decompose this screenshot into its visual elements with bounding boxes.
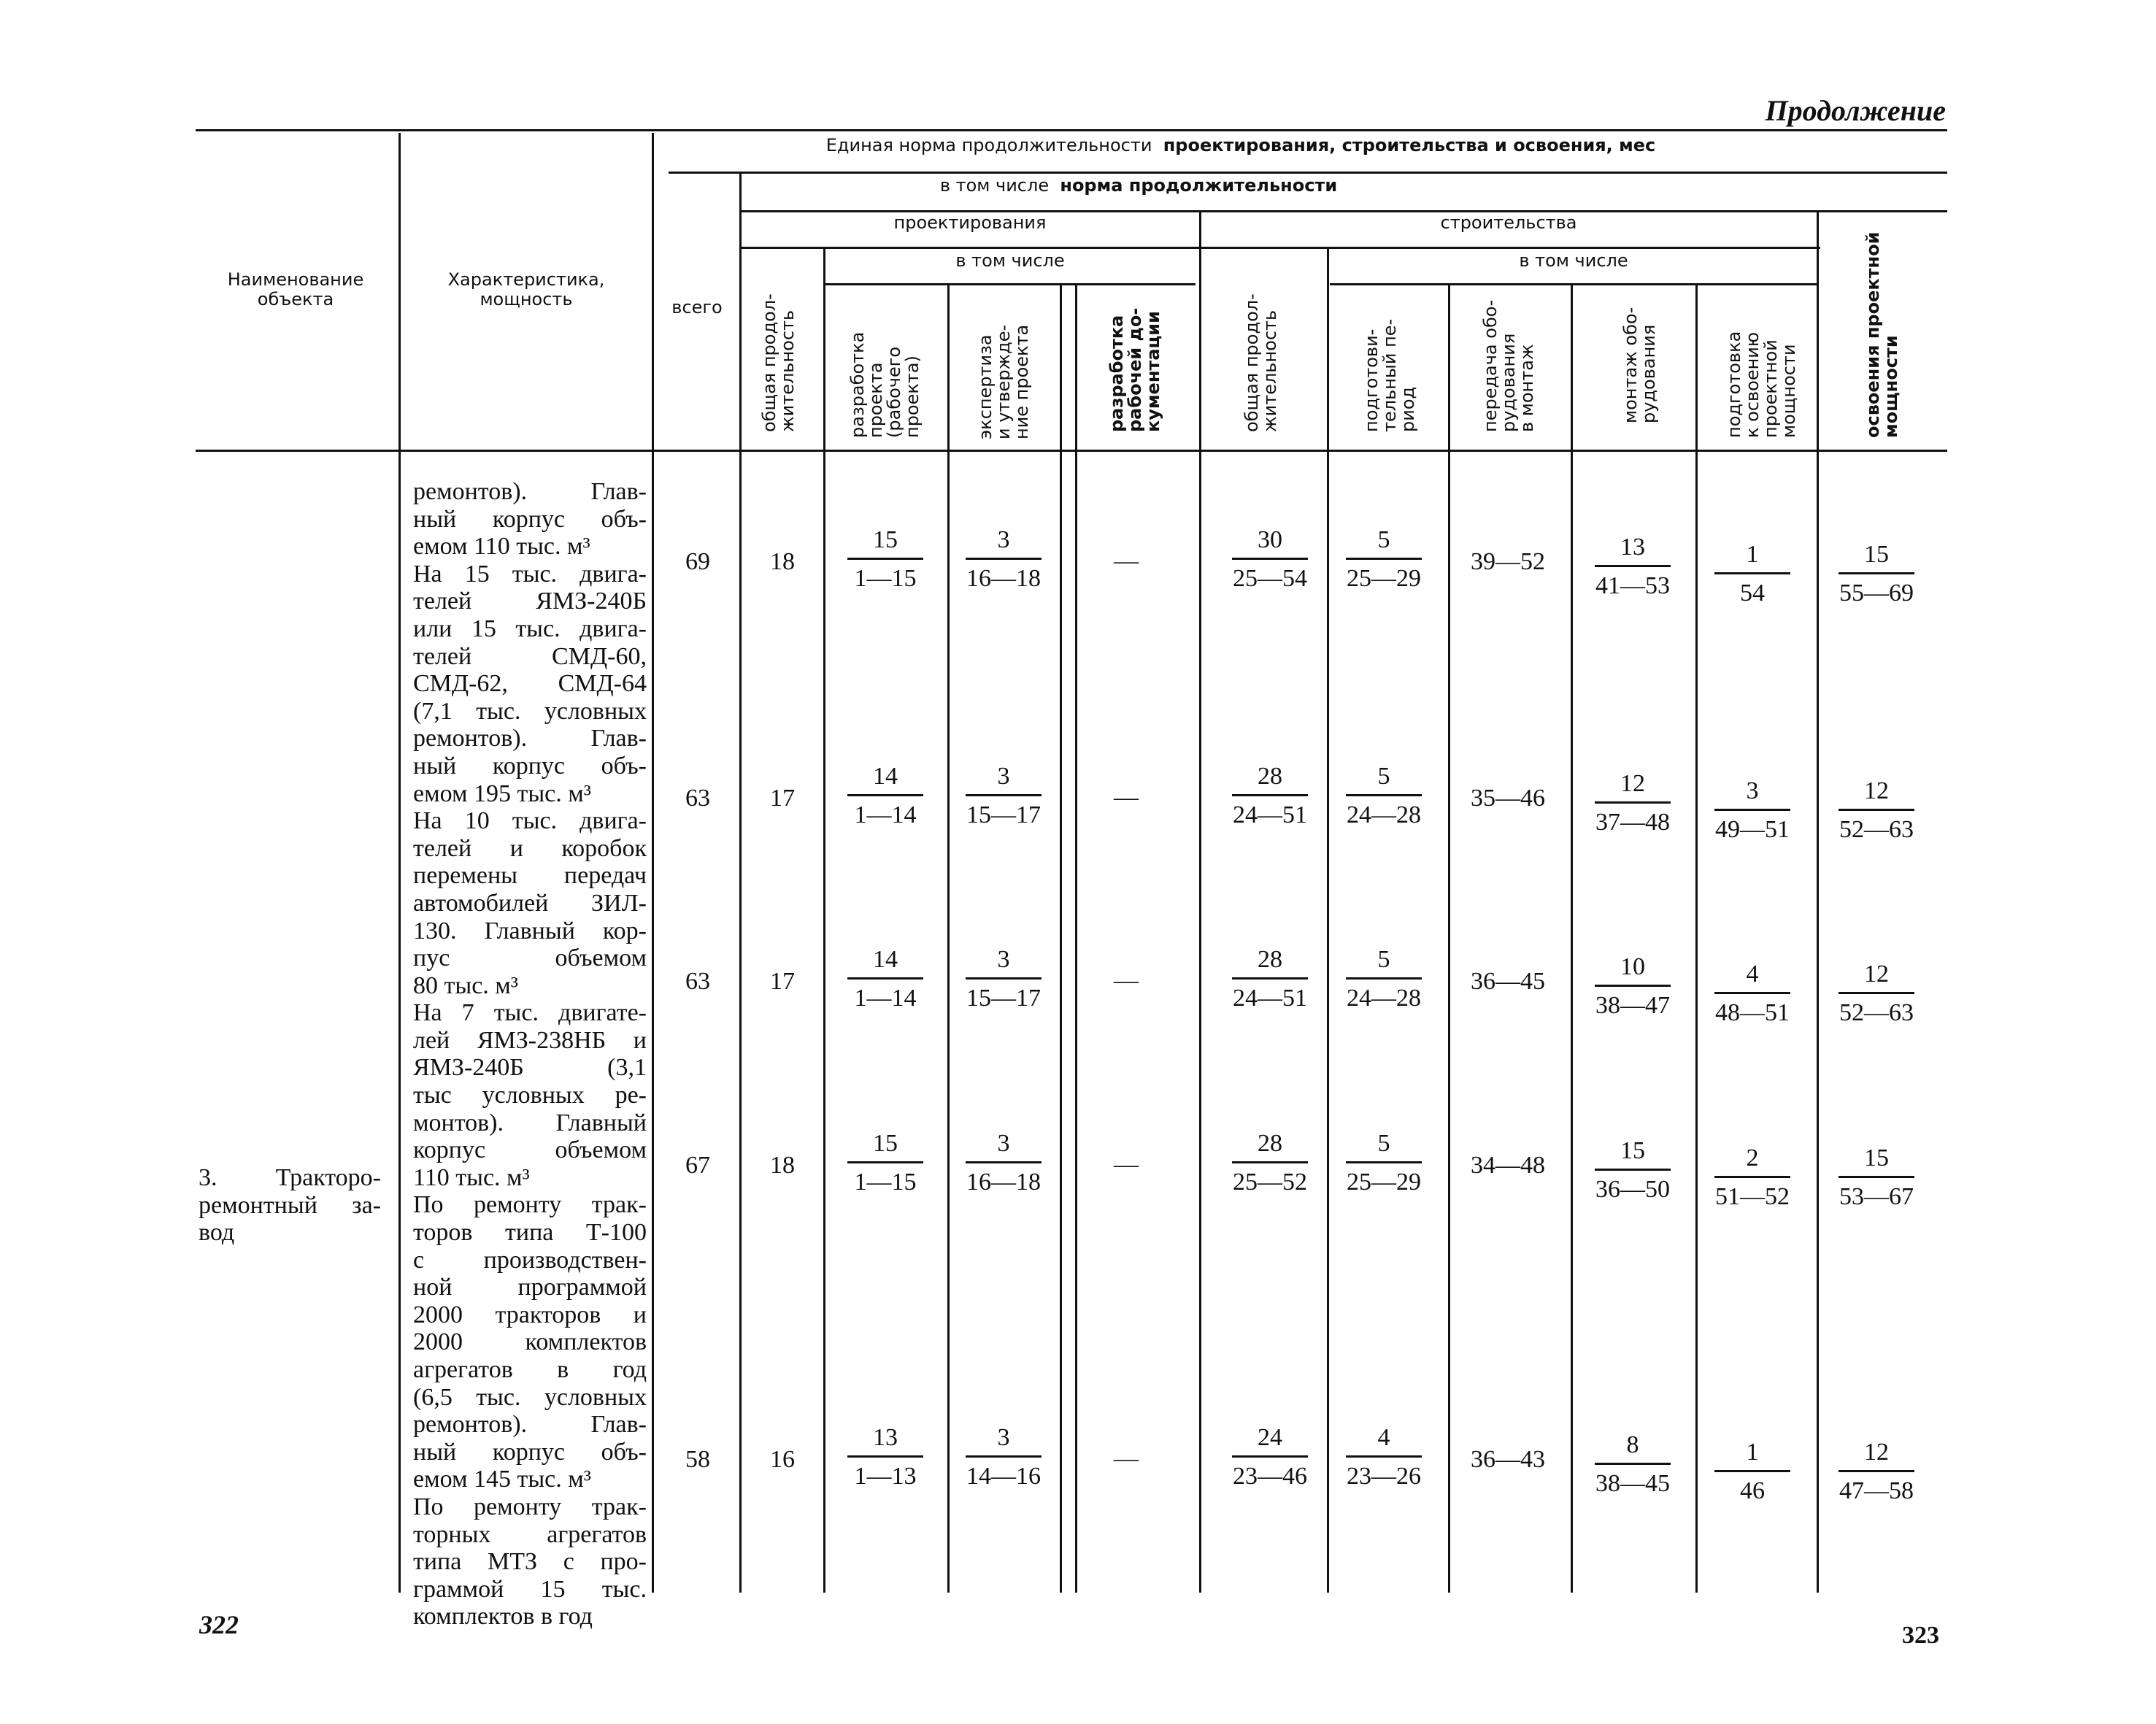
- characteristic-line: ный корпус объ-: [413, 505, 647, 533]
- expertise-cell-value: 3: [997, 946, 1010, 973]
- dev-project-cell-value: 15: [873, 526, 898, 553]
- expertise-cell: [952, 526, 1055, 593]
- header-characteristic: Характеристика, мощность: [447, 269, 605, 309]
- fraction-bar: [966, 977, 1042, 980]
- working-docs-cell: —: [1114, 1445, 1139, 1472]
- fraction-bar: [1232, 794, 1308, 796]
- mastering-cell-range: 47—58: [1839, 1477, 1914, 1504]
- header-design-total: общая продол- жительность: [759, 293, 798, 432]
- fraction-bar: [1346, 794, 1422, 796]
- working-docs-cell: —: [1114, 1151, 1139, 1178]
- fraction-bar: [847, 1161, 923, 1163]
- prep-period-cell-value: 5: [1377, 526, 1390, 553]
- prep-period-cell-value: 5: [1377, 1130, 1390, 1157]
- mastering-cell: [1825, 1438, 1928, 1506]
- dev-project-cell-range: 1—15: [854, 565, 917, 592]
- working-docs-cell: —: [1114, 547, 1139, 574]
- fraction-bar: [1714, 1176, 1790, 1178]
- characteristic-line: (7,1 тыс. условных: [413, 697, 647, 725]
- fraction-bar: [1232, 1455, 1308, 1458]
- characteristic-line: (6,5 тыс. условных: [413, 1383, 647, 1411]
- mounting-cell: [1582, 533, 1684, 601]
- expertise-cell: [952, 945, 1055, 1013]
- characteristic-line: На 10 тыс. двига-: [413, 807, 647, 835]
- construction-total-cell-range: 24—51: [1233, 985, 1307, 1012]
- characteristic-line: емом 145 тыс. м³: [413, 1466, 591, 1493]
- header-unified-norm: Единая норма продолжительности проектирования, строительства и освоения, мес: [825, 135, 1656, 155]
- mastering-cell-value: 12: [1864, 777, 1889, 804]
- characteristic-line: с производствен-: [413, 1246, 647, 1274]
- header-working-docs: разработка рабочей до- кументации: [1106, 307, 1163, 432]
- characteristic-line: емом 110 тыс. м³: [413, 533, 590, 561]
- working-docs-cell: —: [1114, 967, 1139, 994]
- fraction-bar: [1346, 1455, 1422, 1458]
- dev-project-cell: [834, 1129, 936, 1197]
- mastering-cell-value: 12: [1864, 961, 1889, 988]
- prep-period-cell-range: 25—29: [1347, 565, 1421, 592]
- characteristic-line: 110 тыс. м³: [413, 1163, 530, 1191]
- mounting-cell-value: 13: [1620, 534, 1645, 561]
- fraction-bar: [1839, 992, 1914, 994]
- dev-project-cell: [834, 526, 936, 593]
- characteristic-line: торных агрегатов: [413, 1520, 647, 1548]
- characteristic-line: ЯМЗ-240Б (3,1: [413, 1054, 647, 1082]
- fraction-bar: [1714, 809, 1790, 811]
- fraction-bar: [966, 1161, 1042, 1163]
- prep-capacity-cell: [1701, 960, 1803, 1028]
- header-expertise: экспертиза и утвержде- ние проекта: [975, 324, 1032, 439]
- mounting-cell: [1582, 953, 1684, 1020]
- characteristic-line: перемены передач: [413, 862, 647, 890]
- fraction-bar: [847, 558, 923, 560]
- expertise-cell-value: 3: [997, 1424, 1010, 1451]
- expertise-cell-range: 15—17: [966, 985, 1041, 1012]
- characteristic-line: телей ЯМЗ-240Б: [413, 588, 647, 615]
- characteristic-line: комплектов в год: [413, 1603, 593, 1631]
- mastering-cell-value: 12: [1864, 1439, 1889, 1466]
- dev-project-cell: [834, 1423, 936, 1491]
- design-total-cell: 17: [770, 785, 795, 812]
- header-construction: строительства: [1440, 212, 1577, 233]
- fraction-bar: [1346, 977, 1422, 980]
- characteristic-line: корпус объемом: [413, 1136, 647, 1164]
- fraction-bar: [1714, 992, 1790, 994]
- fraction-bar: [1346, 558, 1422, 560]
- prep-capacity-cell-range: 48—51: [1715, 999, 1790, 1026]
- mastering-cell: [1825, 540, 1928, 608]
- construction-total-cell-range: 25—54: [1233, 565, 1307, 592]
- prep-period-cell: [1333, 1423, 1435, 1491]
- continuation-label: Продолжение: [1765, 94, 1946, 127]
- prep-period-cell: [1333, 762, 1435, 830]
- header-mounting: монтаж обо- рудования: [1620, 307, 1659, 423]
- construction-total-cell: [1219, 526, 1321, 593]
- fraction-bar: [1714, 572, 1790, 574]
- dev-project-cell-value: 14: [873, 946, 898, 973]
- header-construction-total: общая продол- жительность: [1241, 293, 1280, 432]
- total-cell: 67: [685, 1152, 710, 1179]
- prep-capacity-cell-range: 51—52: [1715, 1183, 1790, 1210]
- expertise-cell-value: 3: [997, 763, 1010, 790]
- characteristic-line: 2000 тракторов и: [413, 1301, 647, 1328]
- characteristic-line: телей СМД-60,: [413, 642, 647, 670]
- expertise-cell-range: 15—17: [966, 801, 1041, 828]
- characteristic-line: граммой 15 тыс.: [413, 1575, 647, 1603]
- total-cell: 63: [685, 968, 710, 995]
- fraction-bar: [1839, 572, 1914, 574]
- fraction-bar: [847, 1455, 923, 1458]
- header-incl-design: в том числе: [955, 250, 1065, 271]
- prep-period-cell-range: 25—29: [1347, 1169, 1421, 1196]
- fraction-bar: [1839, 1470, 1914, 1472]
- characteristic-line: ный корпус объ-: [413, 752, 647, 780]
- fraction-bar: [966, 1455, 1042, 1458]
- total-cell: 63: [685, 785, 710, 812]
- expertise-cell: [952, 1423, 1055, 1491]
- mounting-cell-range: 36—50: [1595, 1176, 1670, 1203]
- dev-project-cell-value: 15: [873, 1130, 898, 1157]
- characteristic-line: монтов). Главный: [413, 1109, 647, 1136]
- prep-capacity-cell: [1701, 1438, 1803, 1506]
- characteristic-line: ный корпус объ-: [413, 1438, 647, 1466]
- mounting-cell: [1582, 1431, 1684, 1498]
- object-name: 3. Тракторо- ремонтный за- вод: [199, 1164, 381, 1247]
- prep-capacity-cell-value: 2: [1746, 1144, 1759, 1171]
- design-total-cell: 16: [770, 1446, 795, 1473]
- construction-total-cell-value: 30: [1258, 526, 1282, 553]
- fraction-bar: [1595, 565, 1671, 567]
- mastering-cell-range: 55—69: [1839, 580, 1914, 607]
- header-prep-capacity: подготовка к освоению проектной мощности: [1724, 331, 1799, 438]
- characteristic-line: На 15 тыс. двига-: [413, 560, 647, 588]
- working-docs-cell: —: [1114, 784, 1139, 811]
- fraction-bar: [847, 794, 923, 796]
- header-prep-period: подготови- тельный пе- риод: [1361, 318, 1418, 432]
- header-dev-project: разработка проекта (рабочего проекта): [847, 331, 923, 438]
- construction-total-cell: [1219, 762, 1321, 830]
- construction-total-cell-range: 23—46: [1233, 1463, 1307, 1490]
- characteristic-column: [413, 478, 647, 1631]
- header-design: проектирования: [893, 212, 1047, 233]
- prep-period-cell-value: 5: [1377, 946, 1390, 973]
- mastering-cell-value: 15: [1864, 541, 1889, 568]
- header-total: всего: [671, 297, 723, 318]
- characteristic-line: ремонтов). Глав-: [413, 1411, 647, 1439]
- characteristic-line: По ремонту трак-: [413, 1191, 647, 1219]
- prep-capacity-cell-value: 4: [1746, 961, 1759, 988]
- mounting-cell-range: 38—47: [1595, 992, 1670, 1019]
- design-total-cell: 18: [770, 1152, 795, 1179]
- mounting-cell-value: 12: [1620, 770, 1645, 797]
- dev-project-cell: [834, 945, 936, 1013]
- transfer-cell: 39—52: [1471, 548, 1545, 575]
- mastering-cell: [1825, 960, 1928, 1028]
- total-cell: 58: [685, 1446, 710, 1473]
- characteristic-line: торов типа Т-100: [413, 1219, 647, 1247]
- construction-total-cell-value: 24: [1258, 1424, 1282, 1451]
- characteristic-line: пус объемом: [413, 944, 647, 972]
- prep-capacity-cell-value: 1: [1746, 1439, 1759, 1466]
- mastering-cell: [1825, 777, 1928, 844]
- construction-total-cell-value: 28: [1258, 763, 1282, 790]
- characteristic-line: ремонтов). Глав-: [413, 725, 647, 753]
- characteristic-line: агрегатов в год: [413, 1356, 647, 1383]
- fraction-bar: [1595, 1169, 1671, 1171]
- characteristic-line: На 7 тыс. двигате-: [413, 999, 647, 1027]
- mastering-cell-range: 52—63: [1839, 816, 1914, 843]
- construction-total-cell-value: 28: [1258, 946, 1282, 973]
- construction-total-cell-value: 28: [1258, 1130, 1282, 1157]
- header-object-name: Наименование объекта: [227, 269, 364, 309]
- transfer-cell: 35—46: [1471, 785, 1545, 812]
- prep-capacity-cell-value: 1: [1746, 541, 1759, 568]
- construction-total-cell-range: 25—52: [1233, 1169, 1307, 1196]
- header-mastering: освоения проектной мощности: [1863, 231, 1901, 438]
- dev-project-cell-range: 1—13: [854, 1463, 917, 1490]
- fraction-bar: [847, 977, 923, 980]
- mounting-cell-range: 38—45: [1595, 1470, 1670, 1497]
- mastering-cell-range: 53—67: [1839, 1183, 1914, 1210]
- prep-period-cell-range: 24—28: [1347, 801, 1421, 828]
- dev-project-cell-value: 13: [873, 1424, 898, 1451]
- expertise-cell-value: 3: [997, 526, 1010, 553]
- prep-capacity-cell-range: 54: [1740, 580, 1765, 607]
- characteristic-line: или 15 тыс. двига-: [413, 615, 647, 642]
- expertise-cell-range: 16—18: [966, 1169, 1041, 1196]
- prep-period-cell-range: 23—26: [1347, 1463, 1421, 1490]
- prep-period-cell: [1333, 945, 1435, 1013]
- characteristic-line: СМД-62, СМД-64: [413, 670, 647, 698]
- prep-period-cell-value: 5: [1377, 763, 1390, 790]
- expertise-cell-range: 16—18: [966, 565, 1041, 592]
- fraction-bar: [966, 794, 1042, 796]
- design-total-cell: 18: [770, 548, 795, 575]
- dev-project-cell-value: 14: [873, 763, 898, 790]
- transfer-cell: 36—43: [1471, 1446, 1545, 1473]
- mastering-cell-range: 52—63: [1839, 999, 1914, 1026]
- mounting-cell: [1582, 1136, 1684, 1204]
- mounting-cell-range: 41—53: [1595, 572, 1670, 599]
- construction-total-cell: [1219, 1423, 1321, 1491]
- mastering-cell: [1825, 1144, 1928, 1212]
- characteristic-line: 2000 комплектов: [413, 1328, 647, 1356]
- expertise-cell: [952, 1129, 1055, 1197]
- fraction-bar: [1595, 1463, 1671, 1465]
- dev-project-cell-range: 1—15: [854, 1169, 917, 1196]
- characteristic-line: емом 195 тыс. м³: [413, 780, 591, 807]
- expertise-cell: [952, 762, 1055, 830]
- fraction-bar: [1595, 801, 1671, 804]
- prep-capacity-cell-value: 3: [1746, 777, 1759, 804]
- mounting-cell-range: 37—48: [1595, 809, 1670, 836]
- fraction-bar: [1595, 985, 1671, 987]
- page-number-left: 322: [199, 1610, 239, 1639]
- header-transfer: передача обо- рудования в монтаж: [1480, 299, 1537, 432]
- characteristic-line: тыс условных ре-: [413, 1082, 647, 1109]
- transfer-cell: 34—48: [1471, 1152, 1545, 1179]
- characteristic-line: лей ЯМЗ-238НБ и: [413, 1026, 647, 1054]
- construction-total-cell-range: 24—51: [1233, 801, 1307, 828]
- prep-period-cell: [1333, 526, 1435, 593]
- prep-capacity-cell-range: 46: [1740, 1477, 1765, 1504]
- characteristic-line: 130. Главный кор-: [413, 917, 647, 944]
- mastering-cell-value: 15: [1864, 1144, 1889, 1171]
- transfer-cell: 36—45: [1471, 968, 1545, 995]
- total-cell: 69: [685, 548, 710, 575]
- construction-total-cell: [1219, 1129, 1321, 1197]
- fraction-bar: [1232, 1161, 1308, 1163]
- characteristic-line: телей и коробок: [413, 834, 647, 862]
- header-incl-construction: в том числе: [1519, 250, 1628, 271]
- expertise-cell-value: 3: [997, 1130, 1010, 1157]
- fraction-bar: [1232, 558, 1308, 560]
- mounting-cell-value: 15: [1620, 1137, 1645, 1164]
- mounting-cell-value: 8: [1626, 1431, 1639, 1458]
- expertise-cell-range: 14—16: [966, 1463, 1041, 1490]
- mounting-cell: [1582, 769, 1684, 837]
- prep-period-cell-value: 4: [1377, 1424, 1390, 1451]
- construction-total-cell: [1219, 945, 1321, 1013]
- characteristic-line: 80 тыс. м³: [413, 971, 519, 999]
- fraction-bar: [1839, 809, 1914, 811]
- design-total-cell: 17: [770, 968, 795, 995]
- fraction-bar: [966, 558, 1042, 560]
- dev-project-cell-range: 1—14: [854, 985, 917, 1012]
- prep-period-cell: [1333, 1129, 1435, 1197]
- characteristic-line: автомобилей ЗИЛ-: [413, 889, 647, 917]
- header-incl-norm: в том числе норма продолжительности: [939, 175, 1338, 196]
- characteristic-line: ремонтов). Глав-: [413, 478, 647, 505]
- fraction-bar: [1232, 977, 1308, 980]
- fraction-bar: [1346, 1161, 1422, 1163]
- mounting-cell-value: 10: [1620, 953, 1645, 980]
- fraction-bar: [1714, 1470, 1790, 1472]
- characteristic-line: По ремонту трак-: [413, 1493, 647, 1520]
- dev-project-cell-range: 1—14: [854, 801, 917, 828]
- characteristic-line: типа МТЗ с про-: [413, 1548, 647, 1576]
- dev-project-cell: [834, 762, 936, 830]
- prep-capacity-cell: [1701, 777, 1803, 844]
- prep-period-cell-range: 24—28: [1347, 985, 1421, 1012]
- page-number-right: 323: [1902, 1622, 1939, 1649]
- prep-capacity-cell: [1701, 540, 1803, 608]
- prep-capacity-cell-range: 49—51: [1715, 816, 1790, 843]
- characteristic-line: ной программой: [413, 1274, 647, 1301]
- fraction-bar: [1839, 1176, 1914, 1178]
- prep-capacity-cell: [1701, 1144, 1803, 1212]
